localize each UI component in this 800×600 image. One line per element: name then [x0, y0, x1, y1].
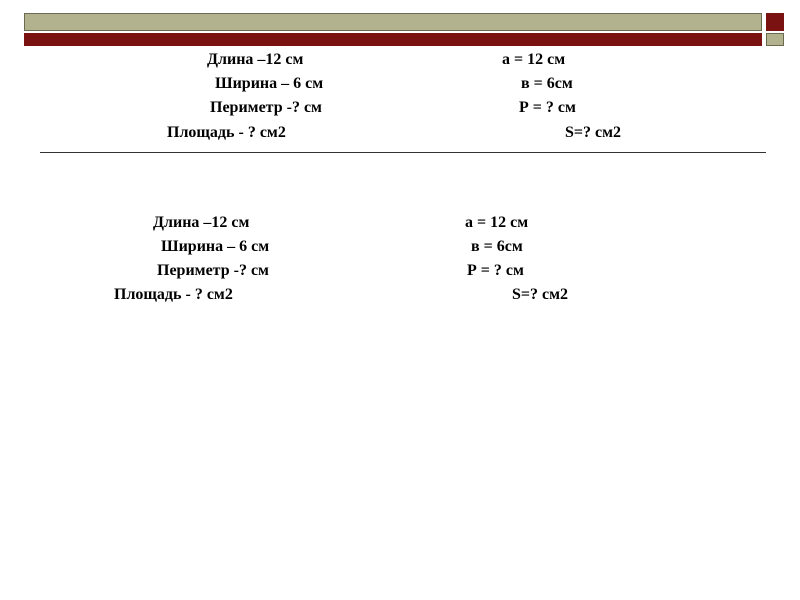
header-maroon-square — [766, 13, 784, 31]
header-olive-square — [766, 33, 784, 46]
block1-a: а = 12 см — [502, 51, 566, 68]
block2-p: Р = ? см — [467, 262, 524, 279]
block1-p: Р = ? см — [519, 99, 576, 116]
block2-length: Длина –12 см — [153, 214, 250, 231]
block2-a: а = 12 см — [465, 214, 529, 231]
divider-line — [40, 152, 766, 153]
block2-s: S=? см2 — [512, 286, 569, 303]
block1-area: Площадь - ? см2 — [167, 124, 286, 141]
block1-length: Длина –12 см — [207, 51, 304, 68]
block1-s: S=? см2 — [565, 124, 622, 141]
block2-width: Ширина – 6 см — [161, 238, 270, 255]
block1-b: в = 6см — [521, 75, 573, 92]
header-olive-bar — [24, 13, 762, 31]
block2-b: в = 6см — [471, 238, 523, 255]
header-maroon-bar — [24, 33, 762, 46]
block2-area: Площадь - ? см2 — [114, 286, 233, 303]
block1-perimeter: Периметр -? см — [210, 99, 322, 116]
block1-width: Ширина – 6 см — [215, 75, 324, 92]
block2-perimeter: Периметр -? см — [157, 262, 269, 279]
